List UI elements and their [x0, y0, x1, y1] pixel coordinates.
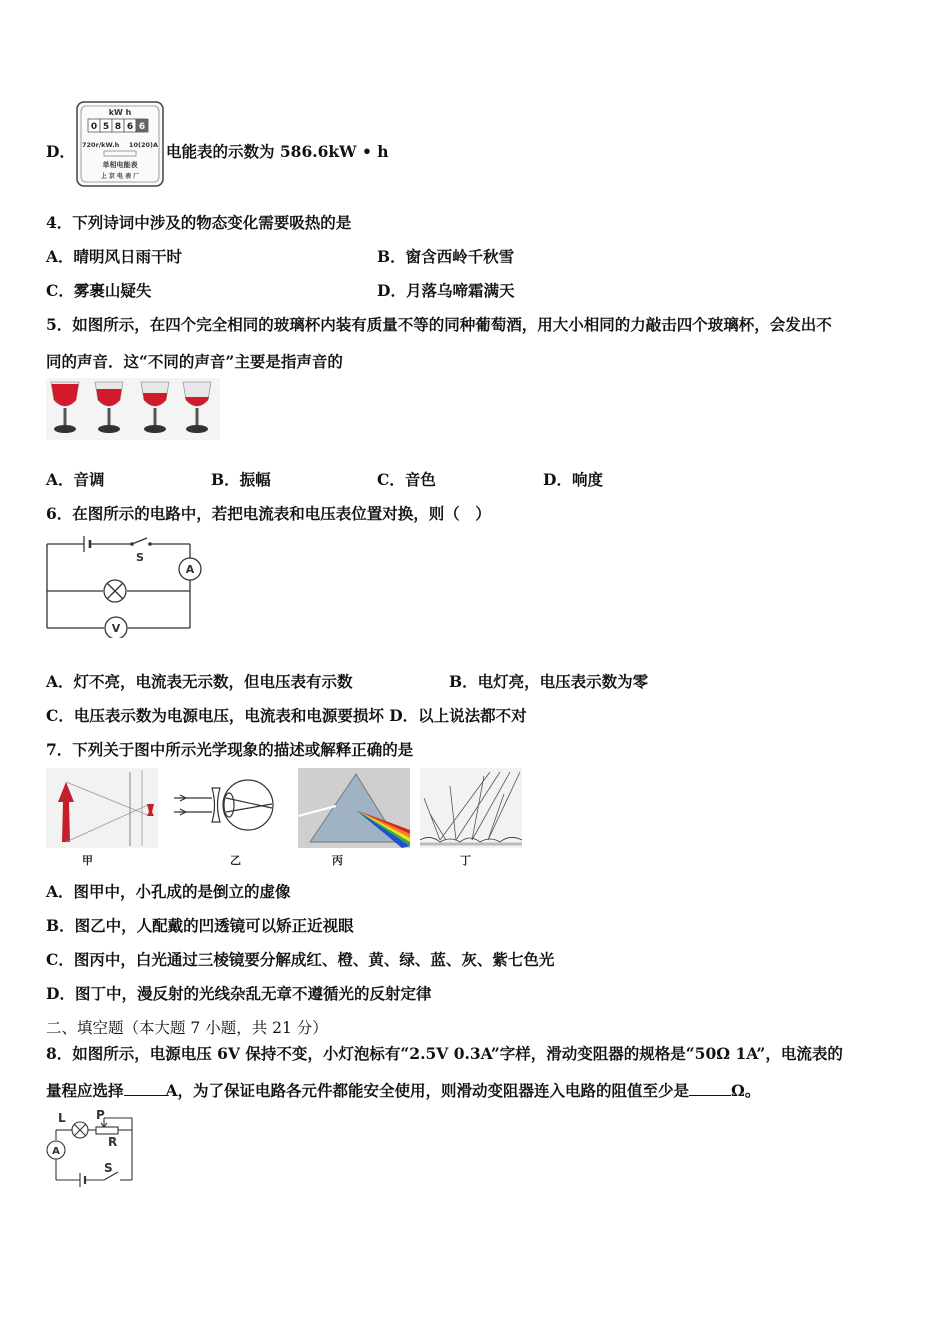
- q7-option-b: B．图乙中，人配戴的凹透镜可以矫正近视眼: [46, 916, 354, 935]
- q8-label-a: A: [52, 1146, 60, 1157]
- meter-digit-4: 6: [126, 122, 134, 132]
- q7-optics-figures: [46, 768, 526, 874]
- fig-label-ding: 丁: [460, 854, 471, 867]
- q6-label-a: A: [185, 563, 195, 576]
- meter-digit-5: 6: [138, 122, 146, 132]
- q8-circuit-diagram: [44, 1110, 138, 1192]
- q8-blank-2[interactable]: [689, 1081, 731, 1096]
- prism-figure: [298, 768, 410, 848]
- meter-name: 单相电能表: [102, 161, 138, 169]
- q5-option-b: B．振幅: [211, 470, 271, 489]
- q8-stem-part-c: Ω。: [731, 1081, 761, 1100]
- q6-label-v: V: [111, 622, 121, 635]
- q8-label-r: R: [108, 1135, 118, 1149]
- q4-option-c: C．雾裹山疑失: [46, 281, 152, 300]
- q8-blank-1[interactable]: [124, 1081, 166, 1096]
- section-heading-fill-in: 二、填空题（本大题 7 小题，共 21 分）: [46, 1019, 328, 1037]
- meter-digit-3: 8: [114, 122, 122, 132]
- q3-option-d-letter: D．: [46, 142, 75, 161]
- q7-option-d: D．图丁中，漫反射的光线杂乱无章不遵循光的反射定律: [46, 984, 432, 1003]
- fig-label-yi: 乙: [230, 854, 241, 867]
- q6-option-a: A．灯不亮，电流表无示数，但电压表有示数: [46, 672, 353, 691]
- q7-option-c: C．图丙中，白光通过三棱镜要分解成红、橙、黄、绿、蓝、灰、紫七色光: [46, 950, 555, 969]
- q5-stem-line1: 5．如图所示，在四个完全相同的玻璃杯内装有质量不等的同种葡萄酒，用大小相同的力敲击四个玻璃杯，会发出不: [46, 315, 832, 334]
- q5-stem-line2: 同的声音．这“不同的声音”主要是指声音的: [46, 352, 343, 371]
- q6-option-b: B．电灯亮，电压表示数为零: [449, 672, 649, 691]
- q3-option-d-text: 电能表的示数为 586.6kW • h: [166, 142, 389, 161]
- meter-spec-left: 720r/kW.h: [82, 141, 120, 149]
- electricity-meter-figure: [76, 101, 164, 191]
- q6-option-c-and-d: C．电压表示数为电源电压，电流表和电源要损坏 D．以上说法都不对: [46, 706, 527, 725]
- q5-option-c: C．音色: [377, 470, 436, 489]
- q4-option-a: A．晴明风日雨干时: [46, 247, 183, 266]
- q7-option-a: A．图甲中，小孔成的是倒立的虚像: [46, 882, 291, 901]
- meter-digit-2: 5: [102, 122, 110, 132]
- q5-option-a: A．音调: [46, 470, 105, 489]
- q4-stem: 4．下列诗词中涉及的物态变化需要吸热的是: [46, 213, 352, 232]
- q8-stem-line1: 8．如图所示，电源电压 6V 保持不变，小灯泡标有“2.5V 0.3A”字样，滑动变阻器的规格是“50Ω 1A”，电流表的: [46, 1044, 843, 1063]
- eye-lens-figure: [174, 780, 273, 830]
- q6-circuit-diagram: [44, 532, 210, 642]
- pinhole-camera-figure: [46, 768, 158, 848]
- q5-option-d: D．响度: [543, 470, 603, 489]
- q8-label-p: P: [96, 1110, 105, 1122]
- q6-stem: 6．在图所示的电路中，若把电流表和电压表位置对换，则（ ）: [46, 504, 491, 523]
- meter-maker: 上 京 电 表 厂: [100, 173, 140, 180]
- q8-stem-line2: [46, 1079, 760, 1101]
- fig-label-bing: 丙: [332, 854, 343, 867]
- q8-stem-part-b: A，为了保证电路各元件都能安全使用，则滑动变阻器连入电路的阻值至少是: [165, 1081, 690, 1100]
- q4-option-d: D．月落乌啼霜满天: [377, 281, 515, 300]
- q7-stem: 7．下列关于图中所示光学现象的描述或解释正确的是: [46, 740, 414, 759]
- meter-unit: kW h: [108, 108, 132, 117]
- meter-digit-1: 0: [90, 122, 98, 132]
- q6-label-s: S: [136, 551, 144, 564]
- meter-spec-right: 10(20)A: [128, 141, 158, 149]
- q8-stem-part-a: 量程应选择: [46, 1081, 124, 1100]
- q8-label-s: S: [104, 1161, 113, 1175]
- diffuse-reflection-figure: [420, 768, 522, 848]
- q8-label-l: L: [58, 1111, 66, 1125]
- wine-glasses-figure: [46, 378, 220, 444]
- fig-label-jia: 甲: [82, 854, 93, 867]
- q4-option-b: B．窗含西岭千秋雪: [377, 247, 515, 266]
